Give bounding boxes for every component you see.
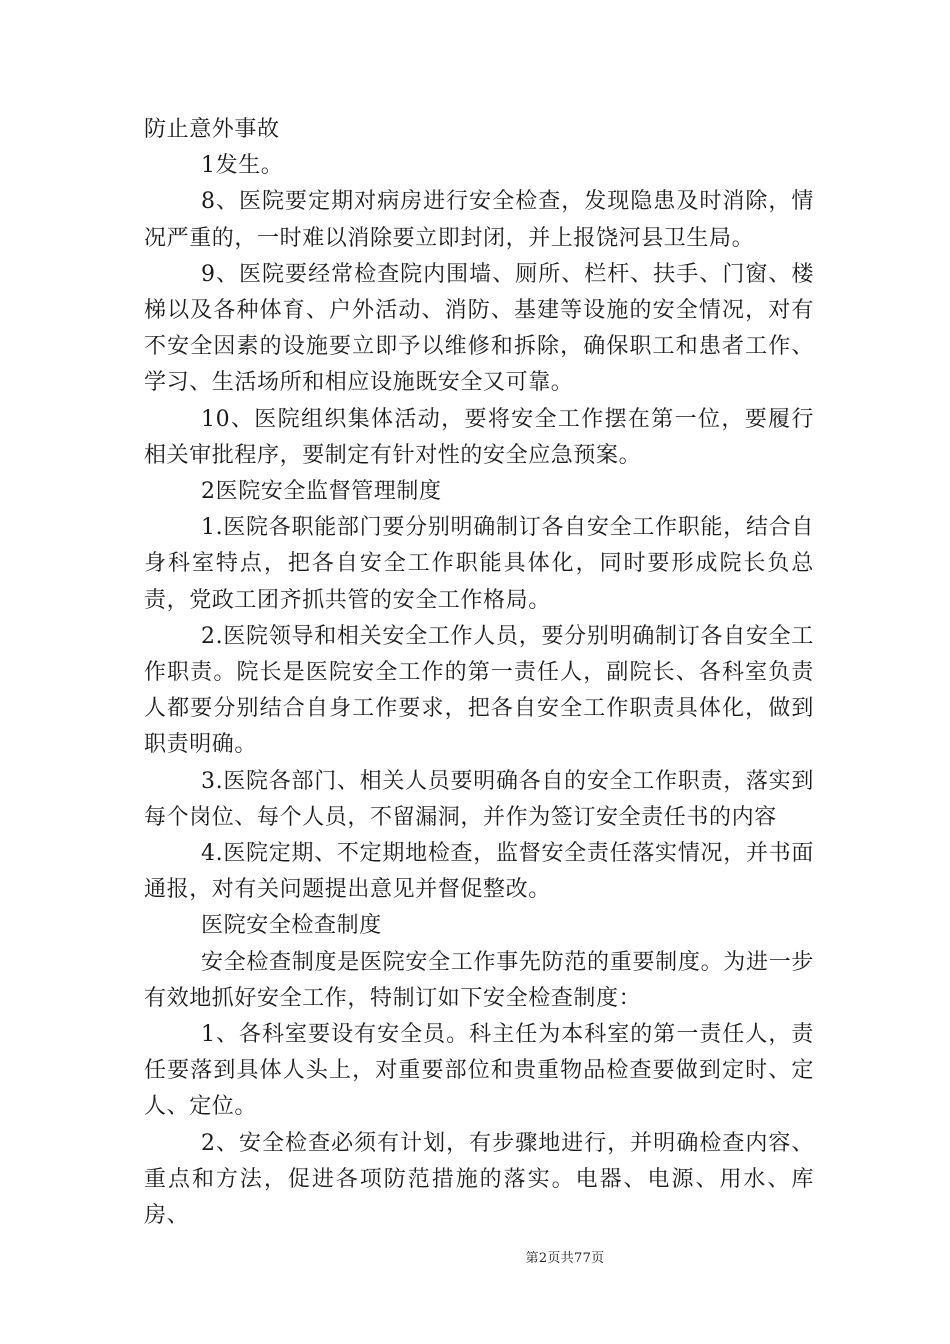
page-number-footer: 第2页共77页 — [525, 1251, 605, 1266]
paragraph-8: 2.医院领导和相关安全工作人员，要分别明确制订各自安全工作职责。院长是医院安全工作的第一责任人，副院长、各科室负责人都要分别结合自身工作要求，把各自安全工作职责具体化，做到职责明确。 — [144, 623, 814, 758]
section-heading-inspection: 医院安全检查制度 — [201, 913, 382, 939]
paragraph-10: 4.医院定期、不定期地检查，监督安全责任落实情况，并书面通报，对有关问题提出意见并督促整改。 — [144, 841, 814, 903]
section-heading-supervision: 2医院安全监督管理制度 — [201, 479, 442, 505]
paragraph-13: 1、各科室要设有安全员。科主任为本科室的第一责任人，责任要落到具体人头上，对重要部位和贵重物品检查要做到定时、定人、定位。 — [144, 1022, 814, 1120]
paragraph-1: 防止意外事故 — [144, 117, 280, 142]
paragraph-4: 9、医院要经常检查院内围墙、厕所、栏杆、扶手、门窗、楼梯以及各种体育、户外活动、消防、基建等设施的安全情况，对有不安全因素的设施要立即予以维修和拆除，确保职工和患者工作、学习、生活场所和相应设施既安全又可靠。 — [144, 261, 814, 396]
paragraph-2: 1发生。 — [201, 153, 284, 179]
paragraph-14: 2、安全检查必须有计划，有步骤地进行，并明确检查内容、重点和方法，促进各项防范措施的落实。电器、电源、用水、库房、 — [144, 1130, 814, 1229]
document-body — [144, 112, 814, 1234]
paragraph-5: 10、医院组织集体活动，要将安全工作摆在第一位，要履行相关审批程序，要制定有针对性的安全应急预案。 — [144, 406, 814, 468]
paragraph-3: 8、医院要定期对病房进行安全检查，发现隐患及时消除，情况严重的，一时难以消除要立即封闭，并上报饶河县卫生局。 — [144, 189, 814, 251]
paragraph-9: 3.医院各部门、相关人员要明确各自的安全工作职责，落实到每个岗位、每个人员，不留漏洞，并作为签订安全责任书的内容 — [144, 768, 814, 830]
paragraph-7: 1.医院各职能部门要分别明确制订各自安全工作职能，结合自身科室特点，把各自安全工作职能具体化，同时要形成院长负总责，党政工团齐抓共管的安全工作格局。 — [144, 515, 814, 613]
paragraph-12: 安全检查制度是医院安全工作事先防范的重要制度。为进一步有效地抓好安全工作，特制订如下安全检查制度： — [144, 949, 814, 1011]
